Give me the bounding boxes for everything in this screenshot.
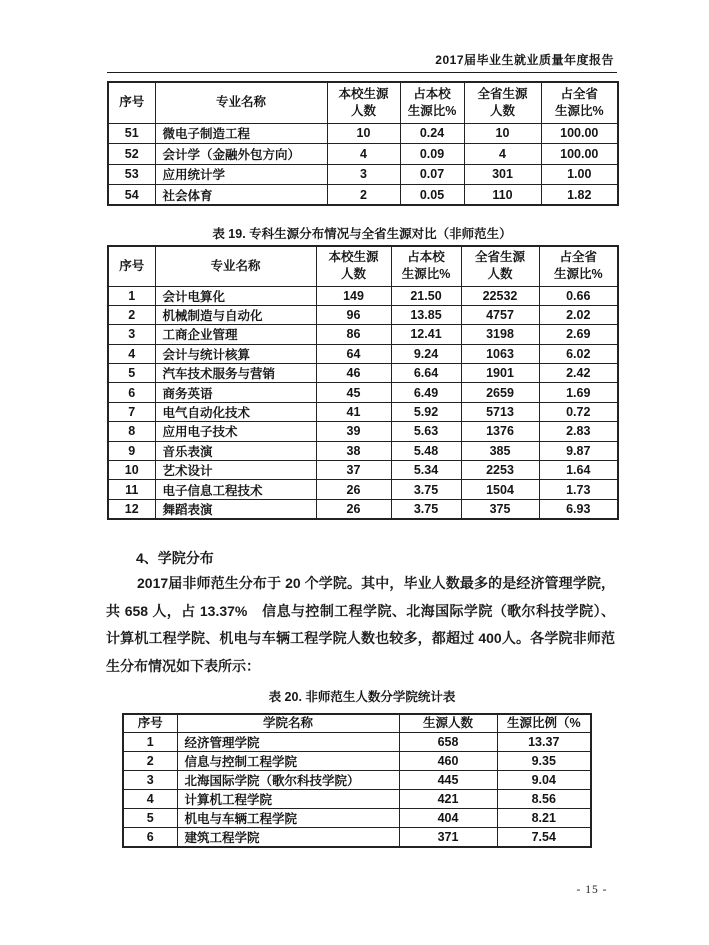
- table-cell: 商务英语: [155, 383, 316, 402]
- table-cell: 2.02: [539, 305, 618, 324]
- table-cell: 2: [327, 185, 400, 206]
- table-cell: 53: [108, 164, 155, 185]
- table-cell: 1.00: [541, 164, 618, 185]
- column-header: 专业名称: [155, 246, 316, 286]
- column-header: 全省生源 人数: [464, 82, 541, 123]
- table-cell: 1.82: [541, 185, 618, 206]
- table-row: [123, 771, 591, 790]
- table-cell: 375: [461, 499, 539, 519]
- table-cell: 4757: [461, 305, 539, 324]
- table-cell: 9.04: [497, 771, 591, 790]
- table-cell: 4: [123, 790, 177, 809]
- table-row: [108, 305, 618, 324]
- table-cell: 2: [108, 305, 155, 324]
- table-cell: 385: [461, 441, 539, 460]
- table-row: [108, 325, 618, 344]
- table-cell: 110: [464, 185, 541, 206]
- table-row: [108, 383, 618, 402]
- table-cell: 5: [108, 364, 155, 383]
- table-cell: 5: [123, 809, 177, 828]
- running-header: 2017届毕业生就业质量年度报告: [435, 53, 614, 67]
- table-row: [123, 828, 591, 848]
- table-cell: 37: [316, 461, 391, 480]
- table-cell: 2253: [461, 461, 539, 480]
- table-cell: 1.69: [539, 383, 618, 402]
- data-table: [107, 81, 619, 206]
- table-row: [108, 185, 618, 206]
- column-header: 序号: [108, 246, 155, 286]
- table-row: [108, 344, 618, 363]
- table-cell: 1: [123, 733, 177, 752]
- column-header: 本校生源 人数: [316, 246, 391, 286]
- table-cell: 5.92: [391, 402, 461, 421]
- table19-source-distribution: [107, 245, 619, 520]
- table-cell: 13.37: [497, 733, 591, 752]
- table-row: [108, 364, 618, 383]
- table-cell: 2.83: [539, 422, 618, 441]
- table-cell: 51: [108, 123, 155, 144]
- table-row: [108, 164, 618, 185]
- table-cell: 26: [316, 480, 391, 499]
- table-cell: 22532: [461, 286, 539, 305]
- table-header-row: [123, 714, 591, 733]
- table-cell: 会计与统计核算: [155, 344, 316, 363]
- table-cell: 2: [123, 752, 177, 771]
- table-cell: 6.02: [539, 344, 618, 363]
- table-cell: 39: [316, 422, 391, 441]
- table-cell: 41: [316, 402, 391, 421]
- table-cell: 1.64: [539, 461, 618, 480]
- table-cell: 10: [464, 123, 541, 144]
- table-row: [108, 123, 618, 144]
- table-row: [108, 402, 618, 421]
- table-cell: 应用统计学: [155, 164, 327, 185]
- table-cell: 11: [108, 480, 155, 499]
- table-cell: 2.69: [539, 325, 618, 344]
- table-cell: 38: [316, 441, 391, 460]
- table-cell: 工商企业管理: [155, 325, 316, 344]
- column-header: 序号: [108, 82, 155, 123]
- table-cell: 8: [108, 422, 155, 441]
- table-row: [108, 461, 618, 480]
- table-cell: 9: [108, 441, 155, 460]
- table-row: [108, 422, 618, 441]
- table-cell: 0.66: [539, 286, 618, 305]
- table-cell: 13.85: [391, 305, 461, 324]
- table-cell: 6.64: [391, 364, 461, 383]
- table-cell: 会计电算化: [155, 286, 316, 305]
- table-row: [108, 441, 618, 460]
- table-cell: 微电子制造工程: [155, 123, 327, 144]
- table-cell: 5.63: [391, 422, 461, 441]
- table-cell: 86: [316, 325, 391, 344]
- table-cell: 460: [399, 752, 497, 771]
- table-cell: 2659: [461, 383, 539, 402]
- column-header: 占本校 生源比%: [391, 246, 461, 286]
- data-table: [107, 245, 619, 520]
- table-cell: 12: [108, 499, 155, 519]
- table-row: [108, 499, 618, 519]
- table-cell: 5.48: [391, 441, 461, 460]
- table-cell: 1.73: [539, 480, 618, 499]
- table-cell: 100.00: [541, 144, 618, 165]
- table-cell: 6: [123, 828, 177, 848]
- table-cell: 0.72: [539, 402, 618, 421]
- table-cell: 100.00: [541, 123, 618, 144]
- table-cell: 3: [123, 771, 177, 790]
- table-row: [123, 733, 591, 752]
- table-cell: 54: [108, 185, 155, 206]
- table-cell: 9.35: [497, 752, 591, 771]
- table-cell: 371: [399, 828, 497, 848]
- table-cell: 2.42: [539, 364, 618, 383]
- table-cell: 建筑工程学院: [177, 828, 399, 848]
- table-cell: 0.07: [400, 164, 464, 185]
- table-cell: 46: [316, 364, 391, 383]
- column-header: 本校生源 人数: [327, 82, 400, 123]
- table-cell: 7: [108, 402, 155, 421]
- table-cell: 3: [108, 325, 155, 344]
- table-cell: 52: [108, 144, 155, 165]
- table-cell: 149: [316, 286, 391, 305]
- table-cell: 电气自动化技术: [155, 402, 316, 421]
- body-paragraph: 2017届非师范生分布于 20 个学院。其中，毕业人数最多的是经济管理学院，共 658 人，占 13.37% 信息与控制工程学院、北海国际学院（歌尔科技学院）、计算机工程学院、机电与车辆工程学院人数也较多，都超过 400人。各学院非师范生分布情况如下表所示：: [106, 575, 615, 674]
- table-cell: 9.87: [539, 441, 618, 460]
- column-header: 专业名称: [155, 82, 327, 123]
- table-row: [123, 752, 591, 771]
- table-cell: 社会体育: [155, 185, 327, 206]
- table-cell: 6.93: [539, 499, 618, 519]
- table-cell: 0.05: [400, 185, 464, 206]
- table-cell: 1: [108, 286, 155, 305]
- section-heading: 4、学院分布: [136, 550, 214, 566]
- table-cell: 3.75: [391, 499, 461, 519]
- table-cell: 5713: [461, 402, 539, 421]
- table-header-row: [108, 246, 618, 286]
- table-cell: 汽车技术服务与营销: [155, 364, 316, 383]
- table-row: [108, 144, 618, 165]
- table-cell: 45: [316, 383, 391, 402]
- table-cell: 机电与车辆工程学院: [177, 809, 399, 828]
- column-header: 全省生源 人数: [461, 246, 539, 286]
- table-cell: 6: [108, 383, 155, 402]
- table-cell: 12.41: [391, 325, 461, 344]
- table-cell: 96: [316, 305, 391, 324]
- table19-caption: 表 19. 专科生源分布情况与全省生源对比（非师范生）: [212, 227, 512, 241]
- column-header: 序号: [123, 714, 177, 733]
- page-number: - 15 -: [576, 884, 608, 896]
- table-row: [108, 480, 618, 499]
- table-cell: 计算机工程学院: [177, 790, 399, 809]
- table20-college-statistics: [122, 713, 592, 848]
- table-cell: 26: [316, 499, 391, 519]
- table-cell: 1901: [461, 364, 539, 383]
- column-header: 学院名称: [177, 714, 399, 733]
- table-cell: 机械制造与自动化: [155, 305, 316, 324]
- table-cell: 8.21: [497, 809, 591, 828]
- table-cell: 艺术设计: [155, 461, 316, 480]
- table-cell: 应用电子技术: [155, 422, 316, 441]
- table-cell: 8.56: [497, 790, 591, 809]
- data-table: [122, 713, 592, 848]
- table-cell: 4: [327, 144, 400, 165]
- table-cell: 1504: [461, 480, 539, 499]
- column-header: 生源比例（%: [497, 714, 591, 733]
- table-cell: 421: [399, 790, 497, 809]
- table-cell: 4: [108, 344, 155, 363]
- header-rule: [107, 72, 617, 73]
- table-cell: 会计学（金融外包方向）: [155, 144, 327, 165]
- table20-caption: 表 20. 非师范生人数分学院统计表: [268, 690, 456, 704]
- table-cell: 10: [108, 461, 155, 480]
- table-row: [123, 790, 591, 809]
- table-row: [108, 286, 618, 305]
- table-cell: 301: [464, 164, 541, 185]
- table-majors-continued: [107, 81, 619, 206]
- column-header: 占本校 生源比%: [400, 82, 464, 123]
- table-cell: 404: [399, 809, 497, 828]
- table-header-row: [108, 82, 618, 123]
- table-cell: 4: [464, 144, 541, 165]
- column-header: 占全省 生源比%: [541, 82, 618, 123]
- table-cell: 舞蹈表演: [155, 499, 316, 519]
- table-cell: 0.09: [400, 144, 464, 165]
- table-cell: 658: [399, 733, 497, 752]
- table-cell: 21.50: [391, 286, 461, 305]
- table-cell: 3: [327, 164, 400, 185]
- table-cell: 64: [316, 344, 391, 363]
- table-cell: 信息与控制工程学院: [177, 752, 399, 771]
- table-cell: 7.54: [497, 828, 591, 848]
- table-cell: 北海国际学院（歌尔科技学院）: [177, 771, 399, 790]
- table-cell: 3.75: [391, 480, 461, 499]
- column-header: 生源人数: [399, 714, 497, 733]
- table-cell: 1063: [461, 344, 539, 363]
- table-cell: 3198: [461, 325, 539, 344]
- table-cell: 电子信息工程技术: [155, 480, 316, 499]
- table-cell: 经济管理学院: [177, 733, 399, 752]
- column-header: 占全省 生源比%: [539, 246, 618, 286]
- table-cell: 9.24: [391, 344, 461, 363]
- table-cell: 6.49: [391, 383, 461, 402]
- table-cell: 1376: [461, 422, 539, 441]
- table-cell: 5.34: [391, 461, 461, 480]
- table-cell: 0.24: [400, 123, 464, 144]
- table-cell: 10: [327, 123, 400, 144]
- table-cell: 445: [399, 771, 497, 790]
- table-row: [123, 809, 591, 828]
- table-cell: 音乐表演: [155, 441, 316, 460]
